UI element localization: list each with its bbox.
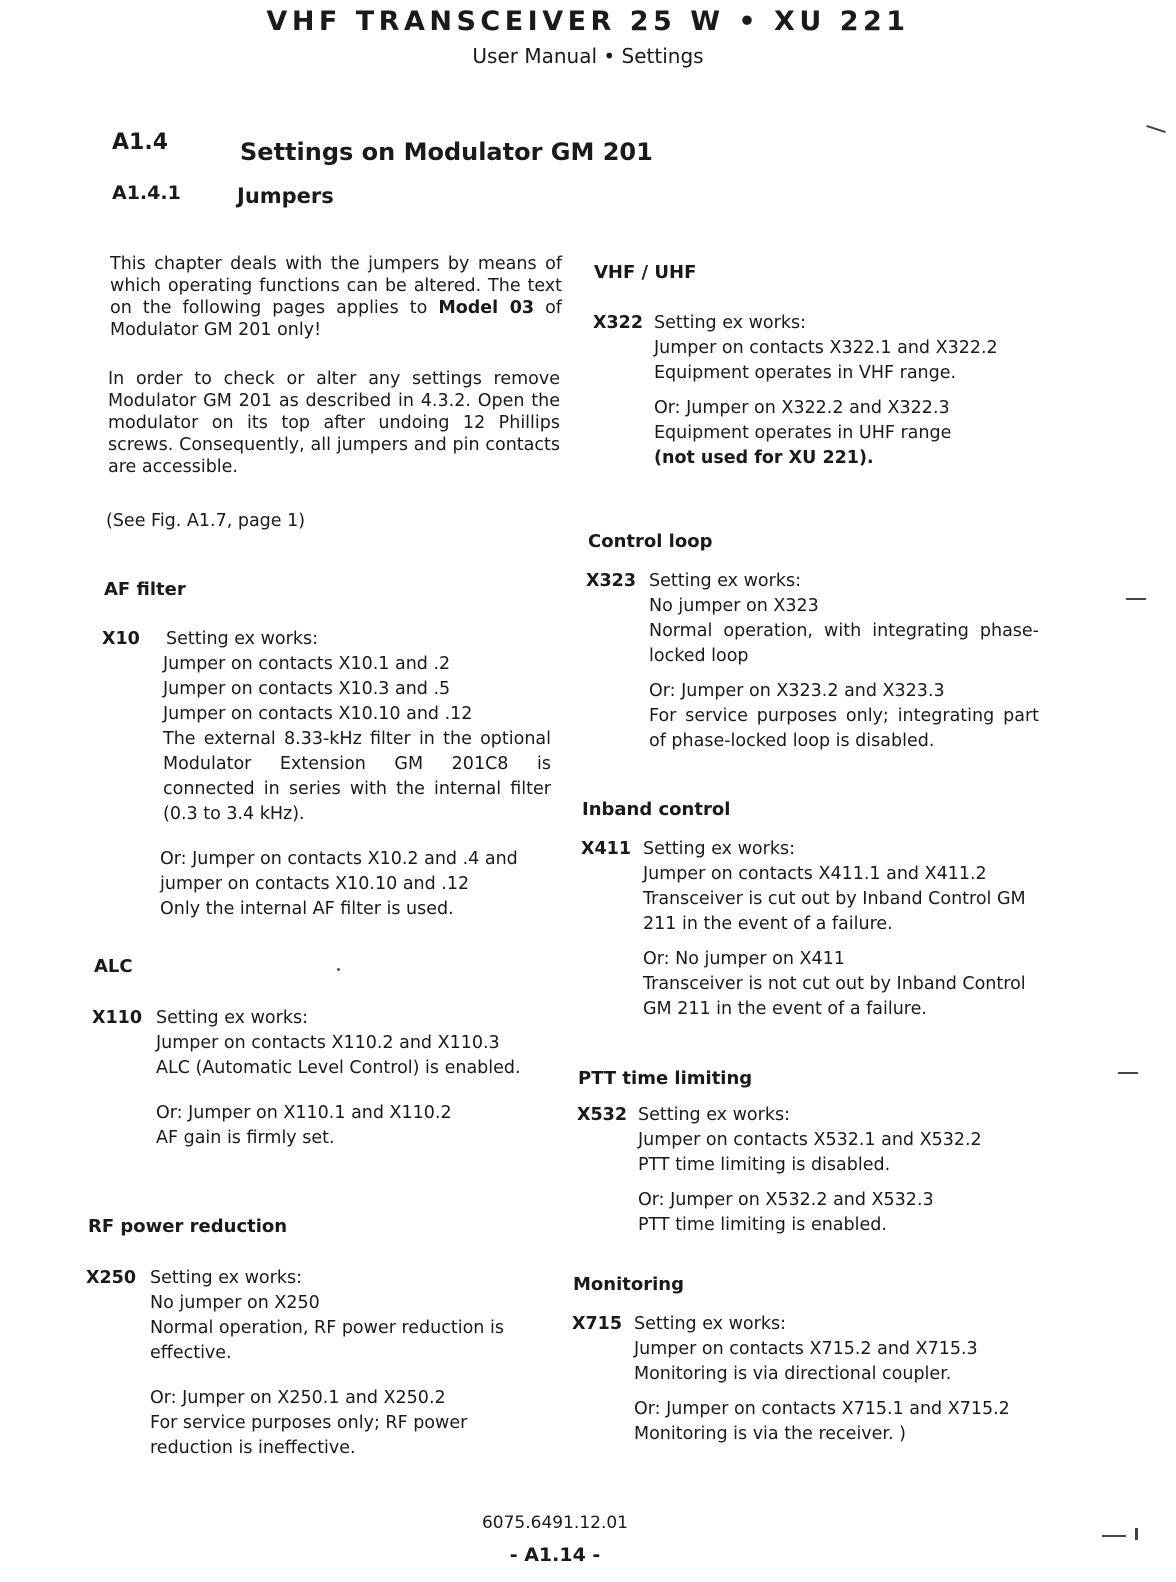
alternative-line: Equipment operates in UHF range bbox=[654, 423, 952, 443]
setting-line: Jumper on contacts X715.2 and X715.3 bbox=[634, 1339, 978, 1359]
setting-line: Jumper on contacts X110.2 and X110.3 bbox=[156, 1033, 500, 1053]
document-code: 6075.6491.12.01 bbox=[481, 1513, 628, 1533]
scan-mark bbox=[1146, 125, 1166, 133]
alternative-description: Transceiver is not cut out by Inband Control GM 211 in the event of a failure. bbox=[643, 974, 1026, 1019]
scan-mark bbox=[1118, 1072, 1138, 1074]
alternative-line: jumper on contacts X10.10 and .12 bbox=[160, 874, 470, 894]
scan-mark bbox=[1135, 1528, 1138, 1540]
alternative-description: For service purposes only; integrating part of phase-locked loop is disabled. bbox=[649, 706, 1039, 751]
jumper-id: X532 bbox=[577, 1105, 628, 1125]
jumper-id: X110 bbox=[92, 1008, 143, 1028]
jumper-id: X715 bbox=[572, 1314, 623, 1334]
jumper-id: X323 bbox=[586, 571, 637, 591]
setting-line: Jumper on contacts X10.1 and .2 bbox=[163, 654, 451, 674]
setting-line: Jumper on contacts X10.10 and .12 bbox=[163, 704, 473, 724]
alternative-line: Only the internal AF filter is used. bbox=[160, 899, 454, 919]
ptt-heading: PTT time limiting bbox=[578, 1068, 753, 1089]
jumper-x110 bbox=[92, 1006, 552, 1151]
page-number: - A1.14 - bbox=[509, 1544, 601, 1566]
alternative-line: Or: Jumper on X532.2 and X532.3 bbox=[638, 1190, 934, 1210]
alternative-line: Or: Jumper on X322.2 and X322.3 bbox=[654, 398, 950, 418]
setting-line: Jumper on contacts X322.1 and X322.2 bbox=[654, 338, 998, 358]
setting-description: ALC (Automatic Level Control) is enabled. bbox=[156, 1058, 521, 1078]
section-number: A1.4 bbox=[112, 130, 168, 155]
alc-heading: ALC bbox=[94, 956, 133, 977]
jumper-x10 bbox=[102, 627, 557, 922]
alternative-line: PTT time limiting is enabled. bbox=[638, 1215, 887, 1235]
jumper-id: X411 bbox=[581, 839, 632, 859]
jumper-id: X10 bbox=[102, 629, 140, 649]
alternative-note: (not used for XU 221). bbox=[654, 448, 874, 468]
alternative-line: Or: Jumper on X250.1 and X250.2 bbox=[150, 1388, 446, 1408]
af-filter-heading: AF filter bbox=[104, 579, 186, 600]
alternative-description: Or: Jumper on contacts X715.1 and X715.2 bbox=[634, 1399, 1010, 1419]
document-subtitle: User Manual • Settings bbox=[472, 44, 704, 68]
alternative-description: For service purposes only; RF power reduction is ineffective. bbox=[150, 1413, 468, 1458]
jumper-x532 bbox=[577, 1103, 1037, 1238]
setting-description: Transceiver is cut out by Inband Control GM 211 in the event of a failure. bbox=[643, 889, 1026, 934]
setting-line: Setting ex works: bbox=[654, 313, 806, 333]
jumper-x411 bbox=[581, 837, 1041, 1022]
rf-power-heading: RF power reduction bbox=[88, 1216, 288, 1237]
intro-paragraph-2: In order to check or alter any settings remove Modulator GM 201 as described in 4.3.2. Open the modulator on its top after undoing 12 Phillips screws. Consequently, all jumpers and pin contacts are accessible. bbox=[108, 369, 560, 477]
setting-line: Equipment operates in VHF range. bbox=[654, 363, 957, 383]
intro-model: Model 03 bbox=[438, 298, 535, 318]
alternative-line: Or: Jumper on contacts X10.2 and .4 and bbox=[160, 849, 518, 869]
setting-line: No jumper on X323 bbox=[649, 596, 819, 616]
setting-line: Setting ex works: bbox=[634, 1314, 786, 1334]
subsection-title: Jumpers bbox=[237, 184, 334, 208]
alternative-line: Or: No jumper on X411 bbox=[643, 949, 845, 969]
subsection-number: A1.4.1 bbox=[112, 182, 181, 204]
document-title: VHF TRANSCEIVER 25 W • XU 221 bbox=[266, 6, 910, 37]
alternative-line: AF gain is firmly set. bbox=[156, 1128, 335, 1148]
intro-text-b: of Modulator GM 201 only! bbox=[110, 298, 562, 340]
jumper-x322 bbox=[593, 311, 1053, 471]
setting-description: The external 8.33-kHz filter in the optional Modulator Extension GM 201C8 is connected in series with the internal filter (0.3 to 3.4 kHz). bbox=[163, 729, 551, 824]
setting-line: Setting ex works: bbox=[166, 629, 318, 649]
setting-line: Setting ex works: bbox=[638, 1105, 790, 1125]
scan-mark bbox=[1102, 1535, 1126, 1537]
speck bbox=[337, 968, 340, 971]
intro-paragraph-1 bbox=[110, 253, 562, 341]
setting-description: Normal operation, RF power reduction is effective. bbox=[150, 1318, 504, 1363]
jumper-x715 bbox=[572, 1312, 1032, 1447]
setting-line: Setting ex works: bbox=[649, 571, 801, 591]
inband-control-heading: Inband control bbox=[582, 799, 731, 820]
setting-line: Monitoring is via directional coupler. bbox=[634, 1364, 952, 1384]
vhf-uhf-heading: VHF / UHF bbox=[594, 262, 697, 283]
section-title: Settings on Modulator GM 201 bbox=[240, 138, 653, 166]
setting-line: No jumper on X250 bbox=[150, 1293, 320, 1313]
setting-line: Setting ex works: bbox=[156, 1008, 308, 1028]
setting-line: Setting ex works: bbox=[150, 1268, 302, 1288]
setting-line: Setting ex works: bbox=[643, 839, 795, 859]
jumper-x323 bbox=[586, 569, 1046, 754]
jumper-id: X250 bbox=[86, 1268, 137, 1288]
alternative-line: Or: Jumper on X110.1 and X110.2 bbox=[156, 1103, 452, 1123]
control-loop-heading: Control loop bbox=[588, 531, 713, 552]
setting-line: Jumper on contacts X411.1 and X411.2 bbox=[643, 864, 987, 884]
intro-text-a: This chapter deals with the jumpers by means of which operating functions can be altered. The text on the following pages applies to bbox=[110, 254, 562, 318]
setting-line: PTT time limiting is disabled. bbox=[638, 1155, 891, 1175]
figure-reference: (See Fig. A1.7, page 1) bbox=[106, 511, 306, 531]
setting-line: Jumper on contacts X532.1 and X532.2 bbox=[638, 1130, 982, 1150]
alternative-line: Monitoring is via the receiver. ) bbox=[634, 1424, 906, 1444]
monitoring-heading: Monitoring bbox=[573, 1274, 684, 1295]
jumper-x250 bbox=[86, 1266, 546, 1461]
setting-line: Jumper on contacts X10.3 and .5 bbox=[163, 679, 451, 699]
scan-mark bbox=[1126, 598, 1146, 600]
alternative-line: Or: Jumper on X323.2 and X323.3 bbox=[649, 681, 945, 701]
jumper-id: X322 bbox=[593, 313, 644, 333]
setting-description: Normal operation, with integrating phase-locked loop bbox=[649, 621, 1039, 666]
